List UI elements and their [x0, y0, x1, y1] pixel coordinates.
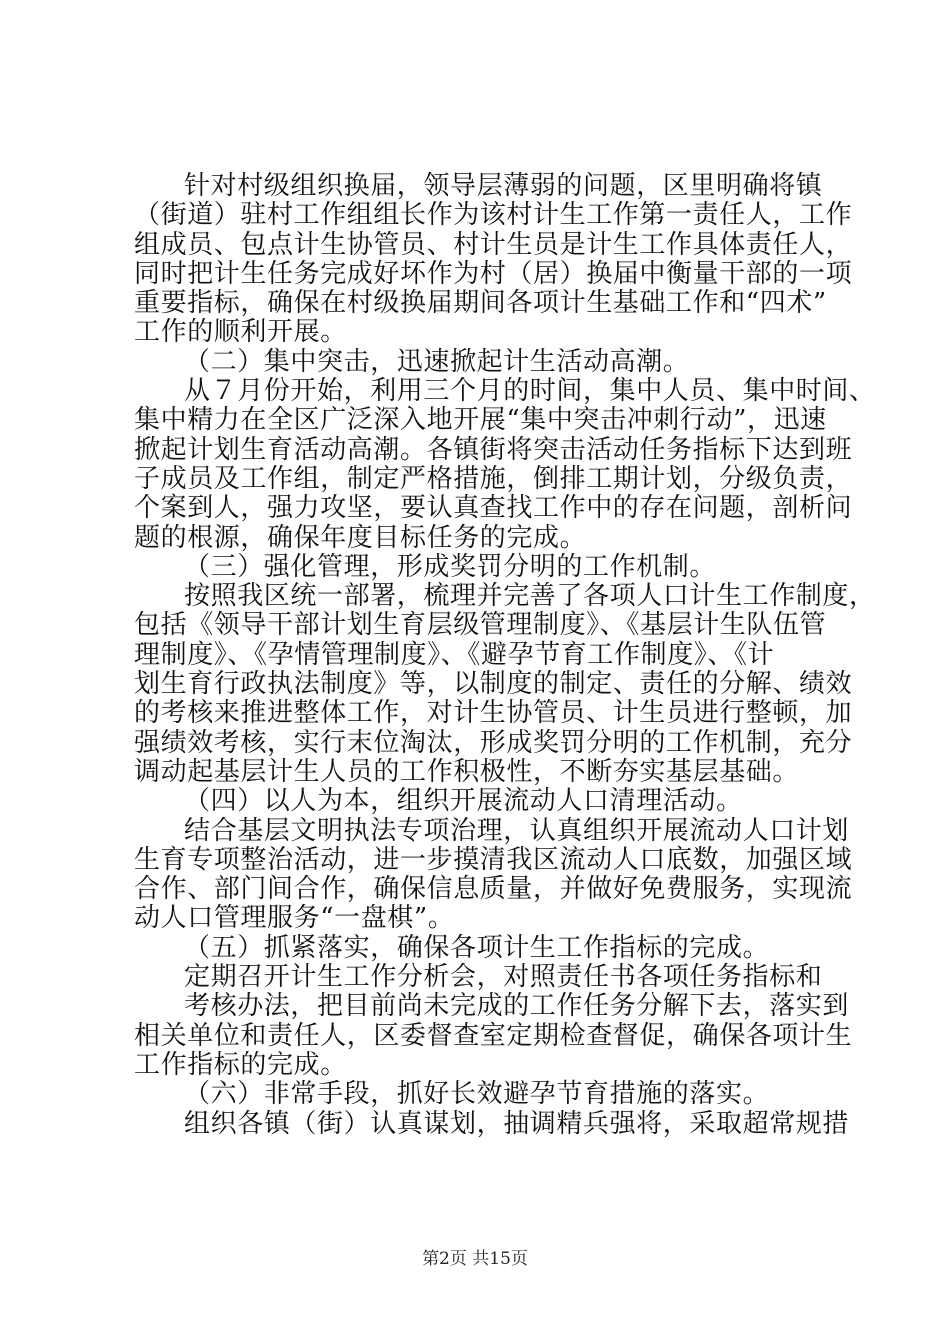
text-line: 动人口管理服务“一盘棋”。 — [134, 903, 455, 934]
text-line: 从７月份开始，利用三个月的时间，集中人员、集中时间、 — [184, 376, 876, 407]
section-heading: （六）非常手段，抓好长效避孕节育措施的落实。 — [184, 1079, 770, 1110]
text-line: 子成员及工作组，制定严格措施，倒排工期计划，分级负责， — [134, 463, 853, 494]
text-line: 划生育行政执法制度》等，以制度的制定、责任的分解、绩效 — [134, 669, 853, 700]
text-line: 按照我区统一部署，梳理并完善了各项人口计生工作制度， — [184, 581, 876, 612]
section-heading: （三）强化管理，形成奖罚分明的工作机制。 — [184, 551, 717, 582]
text-line: 针对村级组织换届，领导层薄弱的问题，区里明确将镇 — [184, 171, 823, 201]
text-line: （街道）驻村工作组组长作为该村计生工作第一责任人，工作 — [134, 200, 853, 231]
section-heading: （五）抓紧落实，确保各项计生工作指标的完成。 — [184, 932, 770, 963]
text-line: 个案到人，强力攻坚，要认真查找工作中的存在问题，剖析问 — [134, 493, 853, 524]
text-line: 强绩效考核，实行末位淘汰，形成奖罚分明的工作机制，充分 — [134, 727, 853, 758]
section-heading: （四）以人为本，组织开展流动人口清理活动。 — [184, 786, 743, 817]
document-body — [134, 171, 876, 1139]
text-line: 组织各镇（街）认真谋划，抽调精兵强将，采取超常规措 — [184, 1108, 850, 1139]
page-footer — [0, 1244, 950, 1269]
text-line: 组成员、包点计生协管员、村计生员是计生工作具体责任人， — [134, 229, 853, 260]
text-line: 重要指标，确保在村级换届期间各项计生基础工作和“四术” — [134, 288, 827, 319]
text-line: 包括《领导干部计划生育层级管理制度》、《基层计生队伍管 — [134, 610, 827, 641]
text-line: 调动起基层计生人员的工作积极性，不断夯实基层基础。 — [134, 756, 800, 787]
text-line: 结合基层文明执法专项治理，认真组织开展流动人口计划 — [184, 815, 850, 846]
text-line: 同时把计生任务完成好坏作为村（居）换届中衡量干部的一项 — [134, 258, 853, 289]
text-line: 题的根源，确保年度目标任务的完成。 — [134, 522, 587, 553]
text-line: 理制度》、《孕情管理制度》、《避孕节育工作制度》、《计 — [134, 639, 775, 670]
text-line: 的考核来推进整体工作，对计生协管员、计生员进行整顿，加 — [134, 698, 853, 729]
text-line: 考核办法，把目前尚未完成的工作任务分解下去，落实到 — [184, 991, 850, 1022]
text-line: 工作的顺利开展。 — [134, 317, 347, 348]
page-number-label: 第2页 共15页 — [422, 1249, 528, 1269]
text-line: 集中精力在全区广泛深入地开展“集中突击冲刺行动”，迅速 — [134, 405, 827, 436]
text-line: 定期召开计生工作分析会，对照责任书各项任务指标和 — [184, 962, 823, 993]
section-heading: （二）集中突击，迅速掀起计生活动高潮。 — [184, 346, 690, 377]
text-line: 相关单位和责任人，区委督查室定期检查督促，确保各项计生 — [134, 1020, 853, 1051]
text-line: 掀起计划生育活动高潮。各镇街将突击活动任务指标下达到班 — [134, 434, 853, 465]
text-line: 工作指标的完成。 — [134, 1049, 347, 1080]
text-line: 合作、部门间合作，确保信息质量，并做好免费服务，实现流 — [134, 874, 853, 905]
text-line: 生育专项整治活动，进一步摸清我区流动人口底数，加强区域 — [134, 844, 853, 875]
